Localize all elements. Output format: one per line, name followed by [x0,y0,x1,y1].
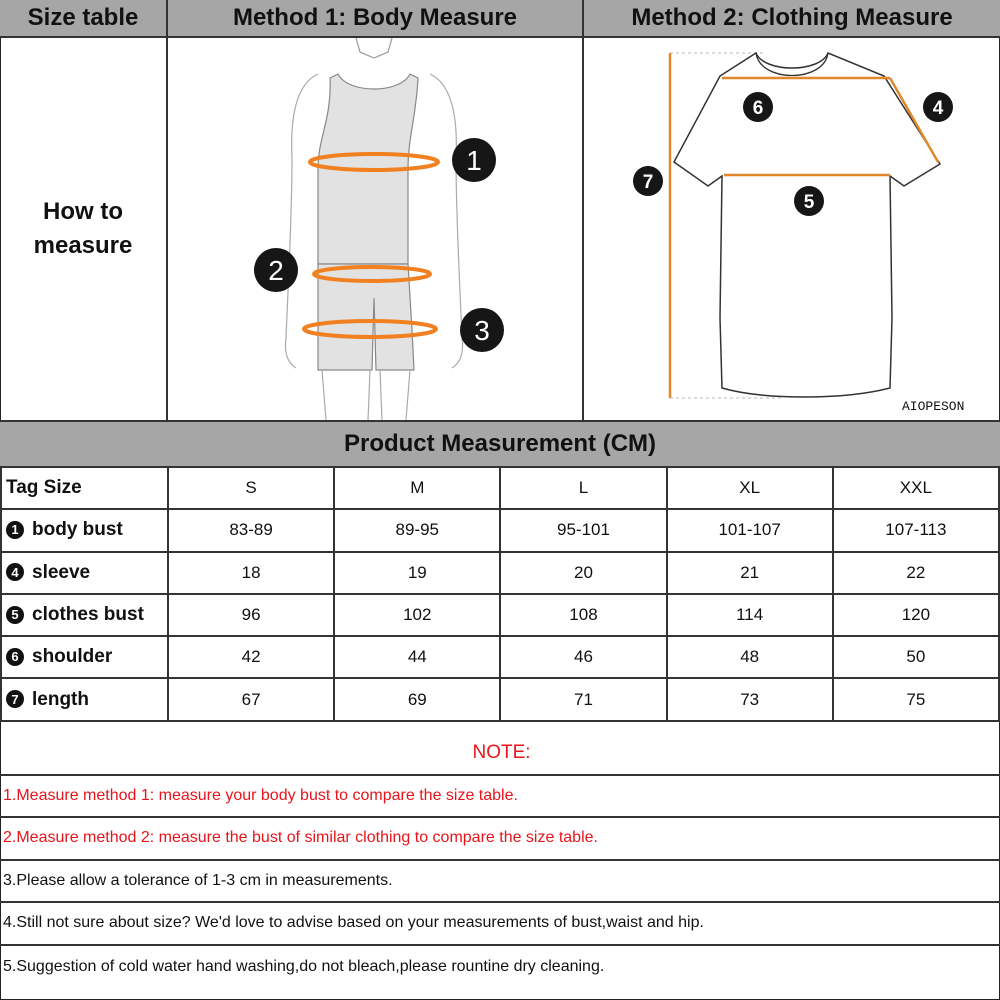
tshirt-icon [584,38,1000,420]
method1-header: Method 1: Body Measure [168,0,582,38]
size-xl: XL [667,467,833,509]
table-header-row [1,467,999,509]
marker-6-icon: 6 [6,648,24,666]
brand-label: AIOPESON [902,399,965,414]
tag-size-label: Tag Size [1,467,168,509]
note-item: 3.Please allow a tolerance of 1-3 cm in measurements. [0,861,1000,904]
table-row: 1 body bust 83-89 89-95 95-101 101-107 107-113 [1,509,999,551]
svg-text:7: 7 [642,172,654,193]
size-table-header: Size table [0,0,166,38]
size-m: M [334,467,500,509]
table-row: 5 clothes bust 96 102 108 114 120 [1,594,999,636]
row-label: sleeve [32,561,91,583]
size-s: S [168,467,334,509]
clothing-measure-figure [584,38,1000,420]
marker-5-icon: 5 [6,606,24,624]
row-label: body bust [32,519,123,541]
note-item: 1.Measure method 1: measure your body bust to compare the size table. [0,776,1000,819]
method2-header: Method 2: Clothing Measure [584,0,1000,38]
how-to-measure-label: How to measure [33,198,133,259]
size-xxl: XXL [833,467,999,509]
body-silhouette-icon [168,38,582,420]
marker-7-icon: 7 [6,690,24,708]
svg-text:4: 4 [932,98,944,119]
size-l: L [500,467,666,509]
svg-text:6: 6 [752,98,764,119]
notes-section [0,733,1000,988]
size-table [0,466,1000,722]
table-row: 6 shoulder 42 44 46 48 50 [1,636,999,678]
note-item: 2.Measure method 2: measure the bust of similar clothing to compare the size table. [0,818,1000,861]
notes-title: NOTE: [0,733,1000,776]
product-measurement-header: Product Measurement (CM) [0,420,1000,468]
svg-text:5: 5 [803,192,815,213]
table-row: 4 sleeve 18 19 20 21 22 [1,552,999,594]
table-row: 7 length 67 69 71 73 75 [1,678,999,720]
row-label: shoulder [32,646,113,668]
marker-4-icon: 4 [6,563,24,581]
body-measure-figure [168,38,582,420]
row-label: clothes bust [32,604,144,626]
note-item: 4.Still not sure about size? We'd love to advise based on your measurements of bust,waist and hip. [0,903,1000,946]
marker-1-icon: 1 [6,521,24,539]
row-label: length [32,688,89,710]
svg-text:1: 1 [466,145,482,176]
svg-text:2: 2 [268,255,284,286]
svg-text:3: 3 [474,315,490,346]
note-item: 5.Suggestion of cold water hand washing,do not bleach,please rountine dry cleaning. [3,957,605,975]
